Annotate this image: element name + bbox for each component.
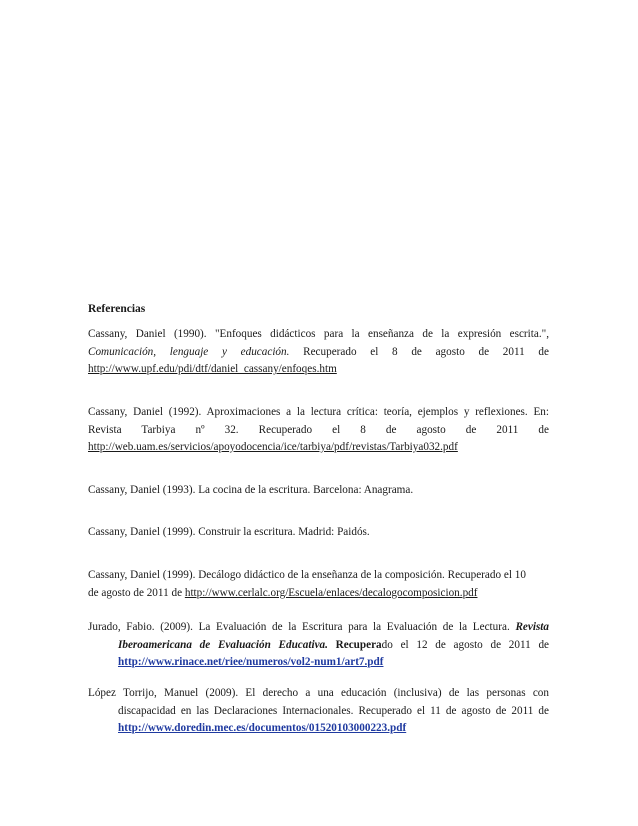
reference-line bbox=[88, 637, 549, 655]
reference-line bbox=[88, 344, 549, 362]
reference-line: López Torrijo, Manuel (2009). El derecho a una educación (inclusiva) de las personas con bbox=[88, 687, 549, 699]
retrieval-note: de agosto de 2011 de bbox=[88, 586, 183, 599]
reference-cassany-1993 bbox=[88, 482, 549, 500]
reference-line: Cassany, Daniel (1992). Aproximaciones a la lectura crítica: teoría, ejemplos y reflexiones. En: bbox=[88, 406, 549, 418]
references-heading: Referencias bbox=[88, 303, 146, 315]
journal-title: Iberoamericana de Evaluación Educativa. bbox=[118, 638, 328, 651]
reference-link[interactable]: http://www.rinace.net/riee/numeros/vol2-num1/art7.pdf bbox=[118, 656, 384, 668]
journal-title: Comunicación, lenguaje y educación. bbox=[88, 345, 290, 358]
reference-line bbox=[88, 585, 549, 603]
reference-line: Revista Tarbiya nº 32. Recuperado el 8 de agosto de 2011 de bbox=[88, 423, 549, 436]
reference-cassany-1999a bbox=[88, 524, 549, 542]
reference-link[interactable]: http://www.doredin.mec.es/documentos/01520103000223.pdf bbox=[118, 722, 407, 734]
reference-cassany-1992 bbox=[88, 404, 549, 457]
reference-link[interactable]: http://www.upf.edu/pdi/dtf/daniel_cassany/enfoqes.htm bbox=[88, 363, 337, 375]
reference-line: Cassany, Daniel (1999). Construir la escritura. Madrid: Paidós. bbox=[88, 526, 370, 538]
reference-jurado-2009 bbox=[88, 619, 549, 672]
reference-line: discapacidad en las Declaraciones Internacionales. Recuperado el 11 de agosto de 2011 de bbox=[118, 704, 549, 717]
reference-line: Cassany, Daniel (1999). Decálogo didáctico de la enseñanza de la composición. Recuperado el 10 bbox=[88, 569, 526, 581]
retrieval-note: Recuperado el 8 de agosto de 2011 de bbox=[303, 345, 549, 358]
reference-link[interactable]: http://www.cerlalc.org/Escuela/enlaces/decalogocomposicion.pdf bbox=[184, 586, 478, 599]
reference-line: Cassany, Daniel (1993). La cocina de la escritura. Barcelona: Anagrama. bbox=[88, 484, 414, 496]
reference-link[interactable]: http://web.uam.es/servicios/apoyodocencia/ice/tarbiya/pdf/revistas/Tarbiya032.pdf bbox=[88, 441, 458, 453]
reference-text: Jurado, Fabio. (2009). La Evaluación de la Escritura para la Evaluación de la Lectura. bbox=[88, 621, 510, 633]
retrieval-note-bold: Recupera bbox=[335, 638, 382, 651]
reference-line bbox=[88, 720, 549, 738]
reference-lopez-2009 bbox=[88, 685, 549, 738]
reference-line bbox=[88, 654, 549, 672]
reference-line bbox=[88, 619, 549, 637]
reference-line: Cassany, Daniel (1990). "Enfoques didácticos para la enseñanza de la expresión escrita.", bbox=[88, 328, 549, 340]
reference-cassany-1999b bbox=[88, 567, 549, 602]
reference-cassany-1990 bbox=[88, 326, 549, 379]
retrieval-note: do el 12 de agosto de 2011 de bbox=[381, 638, 550, 651]
journal-title: Revista bbox=[515, 621, 549, 633]
